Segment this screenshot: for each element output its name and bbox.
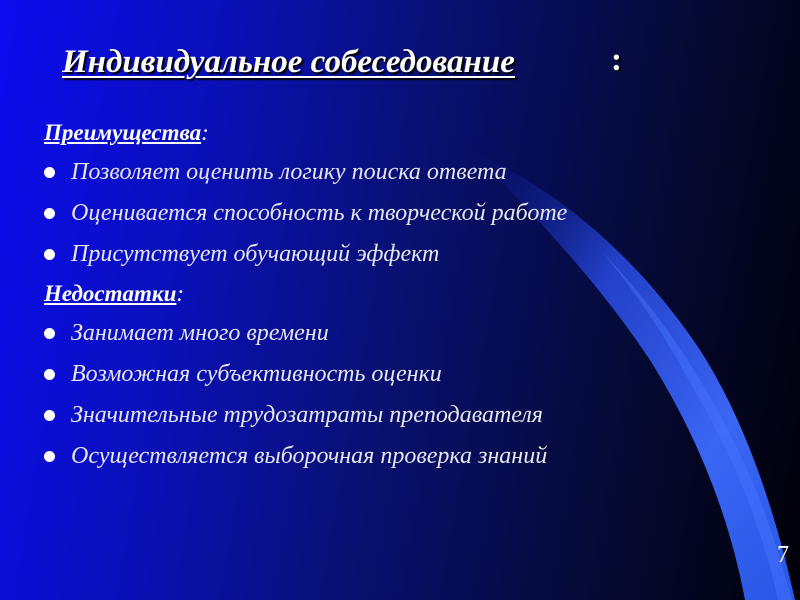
page-number: 7: [777, 542, 789, 568]
slide-title: Индивидуальное собеседование: [62, 44, 515, 80]
list-item: [44, 313, 744, 354]
section-heading-label: Преимущества: [44, 120, 202, 145]
bullet-dot-icon: [44, 451, 55, 462]
list-item-text: Возможная субъективность оценки: [71, 361, 442, 387]
bullet-dot-icon: [44, 208, 55, 219]
list-item-text: Позволяет оценить логику поиска ответа: [71, 159, 507, 185]
bullet-dot-icon: [44, 369, 55, 380]
section-heading-colon: :: [201, 120, 209, 145]
bullet-dot-icon: [44, 328, 55, 339]
list-item-text: Присутствует обучающий эффект: [71, 241, 440, 267]
section-heading-advantages: [44, 114, 744, 152]
slide-content: [44, 114, 744, 477]
list-item-text: Осуществляется выборочная проверка знаний: [71, 443, 548, 469]
bullet-dot-icon: [44, 249, 55, 260]
list-item: [44, 193, 744, 234]
list-item-text: Значительные трудозатраты преподавателя: [71, 402, 543, 428]
bullet-dot-icon: [44, 167, 55, 178]
section-heading-disadvantages: [44, 275, 744, 313]
slide-title-colon: :: [611, 42, 622, 78]
list-item: [44, 354, 744, 395]
list-item-text: Оценивается способность к творческой работе: [71, 200, 568, 226]
list-item: [44, 152, 744, 193]
list-item: [44, 234, 744, 275]
section-heading-label: Недостатки: [44, 281, 177, 306]
list-item: [44, 395, 744, 436]
list-item-text: Занимает много времени: [71, 320, 329, 346]
bullet-dot-icon: [44, 410, 55, 421]
section-heading-colon: :: [176, 281, 185, 306]
list-item: [44, 436, 744, 477]
